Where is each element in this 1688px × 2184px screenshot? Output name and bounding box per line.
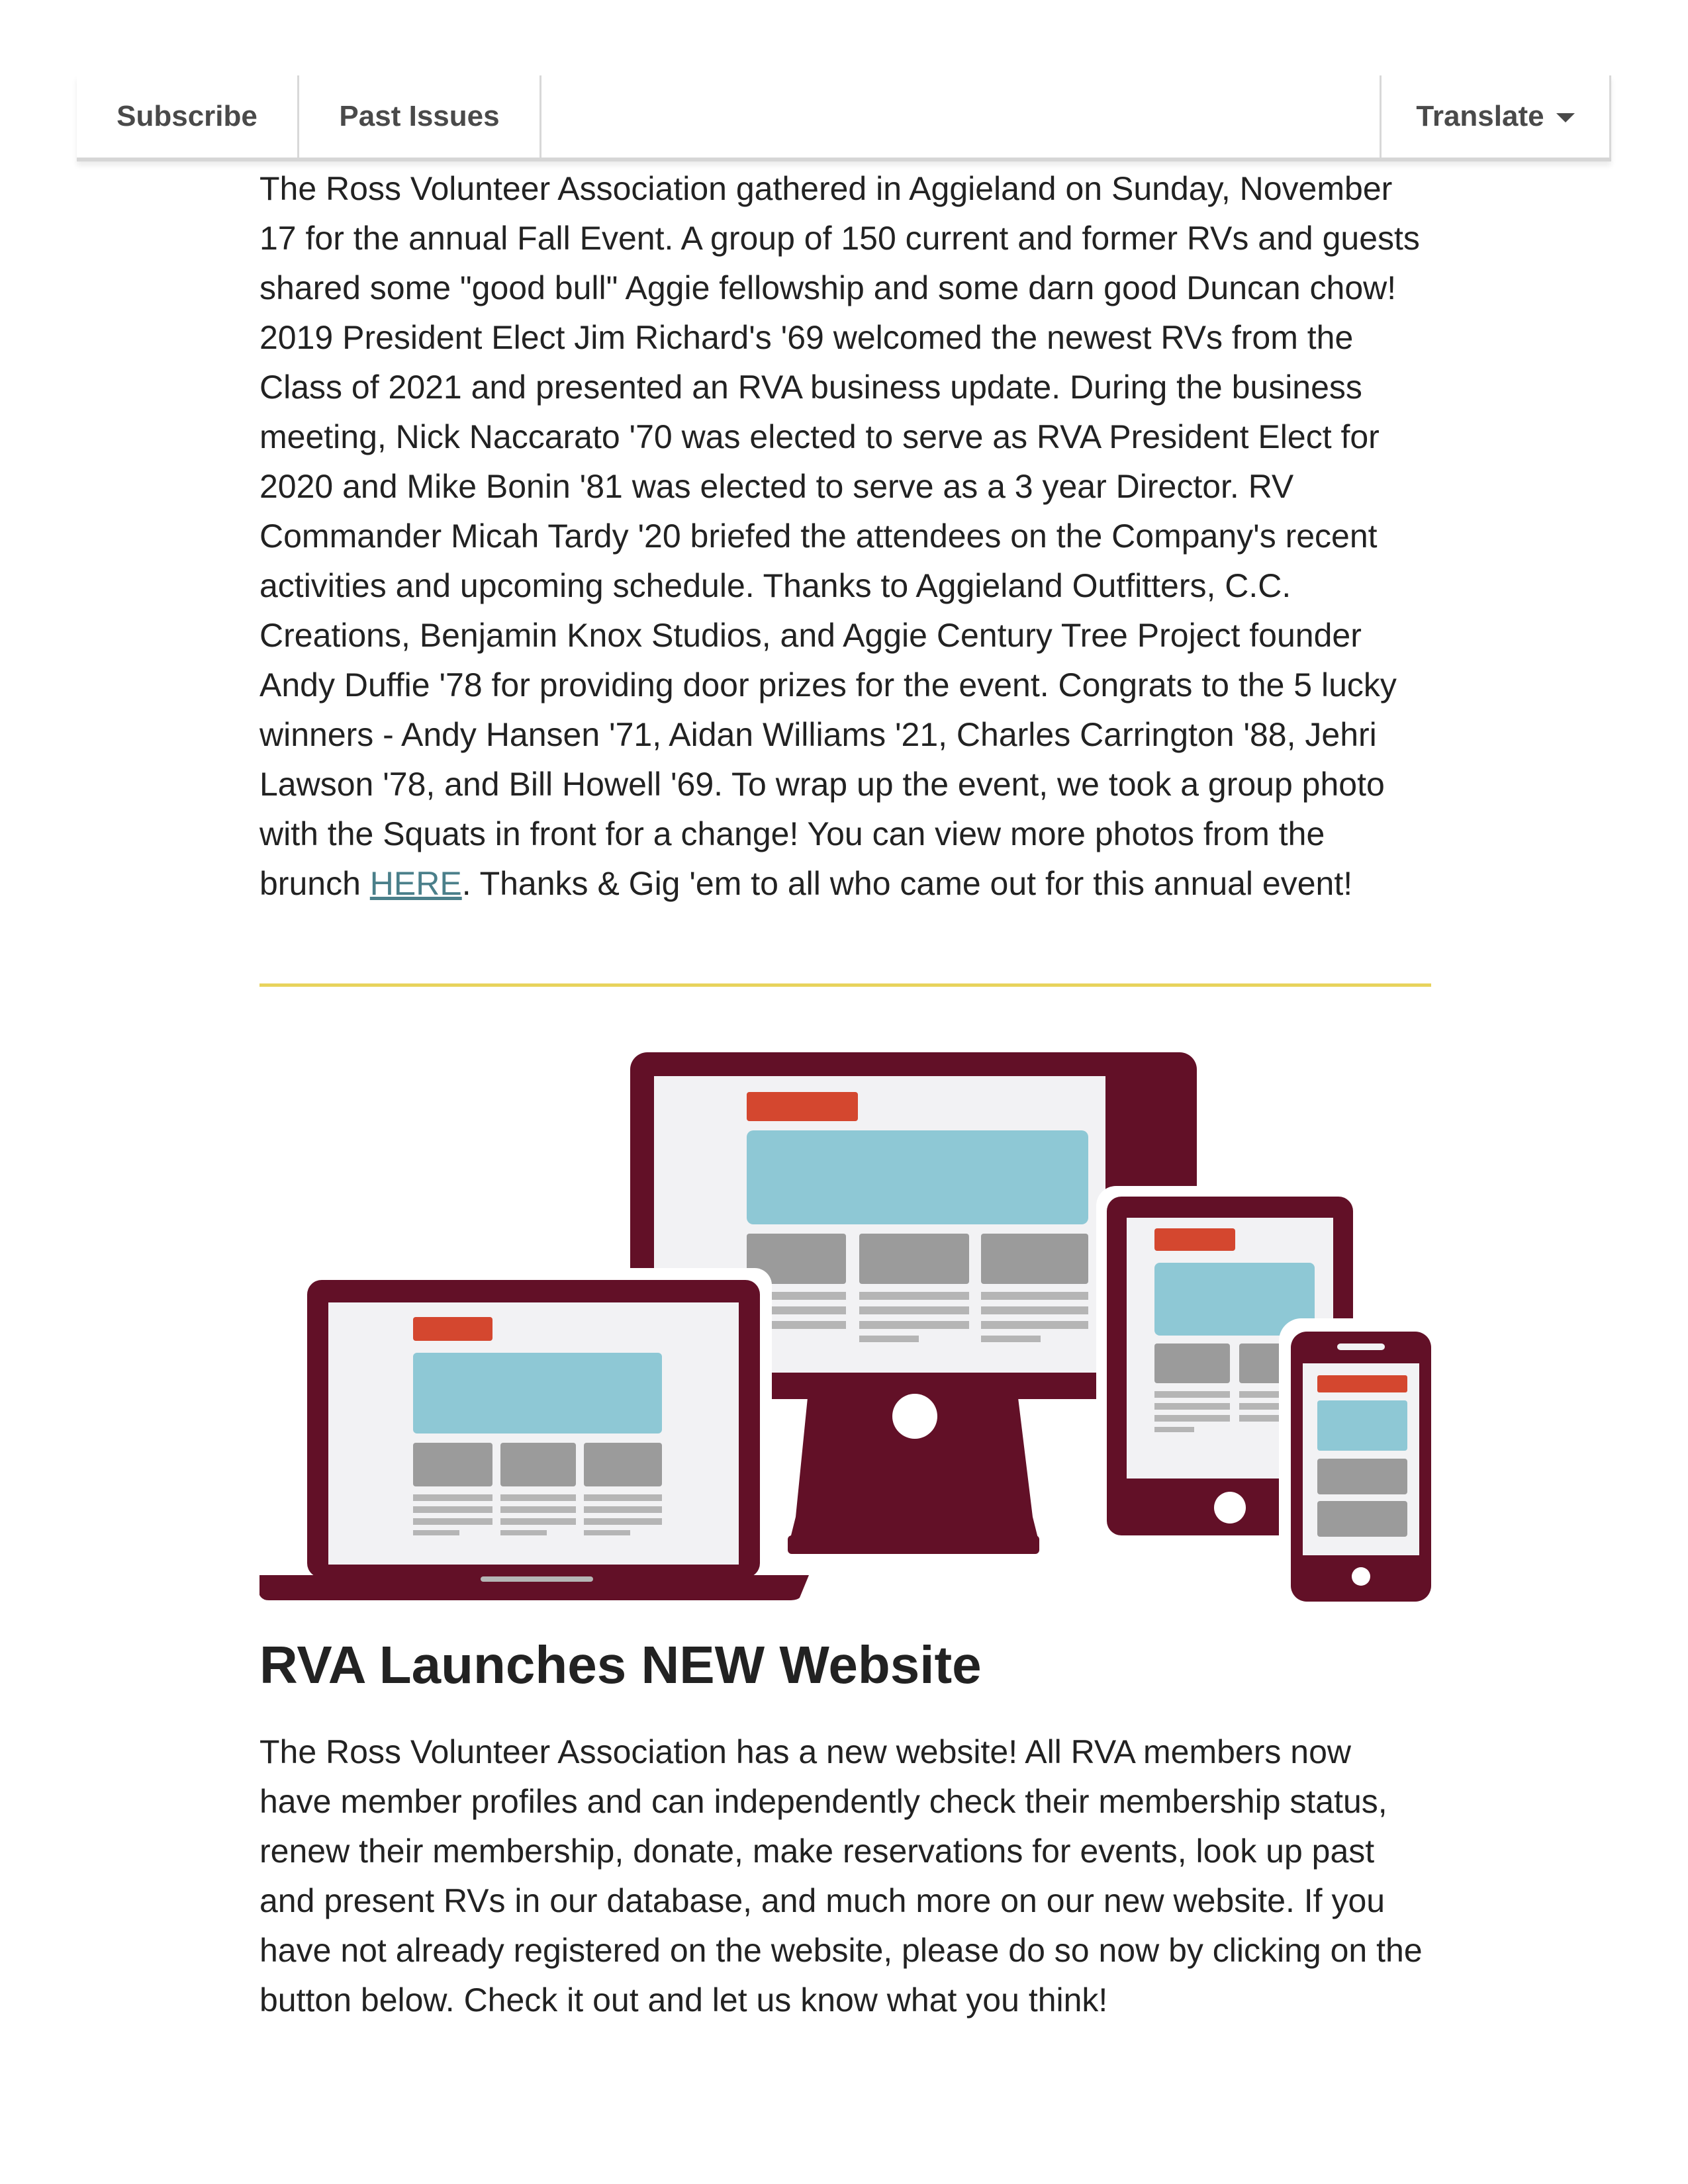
top-nav-bar — [77, 75, 1611, 161]
past-issues-button[interactable] — [299, 75, 541, 158]
phone-icon — [1279, 1318, 1431, 1604]
fall-event-text-end: . Thanks & Gig 'em to all who came out for this annual event! — [461, 865, 1353, 902]
translate-label: Translate — [1416, 100, 1544, 132]
website-headline: RVA Launches NEW Website — [259, 1635, 982, 1694]
website-section — [259, 1727, 1431, 2025]
subscribe-label: Subscribe — [117, 100, 258, 132]
translate-dropdown[interactable] — [1380, 75, 1611, 158]
laptop-icon — [259, 1268, 809, 1600]
fall-event-section — [259, 164, 1431, 909]
subscribe-button[interactable] — [77, 75, 299, 158]
photos-here-link[interactable]: HERE — [369, 865, 462, 902]
responsive-devices-illustration — [259, 1040, 1431, 1604]
website-paragraph: The Ross Volunteer Association has a new website! All RVA members now have member profiles and can independently check their membership status, renew their membership, donate, make reservations for events, look up past and present RVs in our database, and much more on our new website. If you have not already registered on the website, please do so now by clicking on the button below. Check it out and let us know what you think! — [259, 1733, 1423, 2019]
section-divider — [259, 983, 1431, 987]
fall-event-text: The Ross Volunteer Association gathered in Aggieland on Sunday, November 17 for the annual Fall Event. A group of 150 current and former RVs and guests shared some "good bull" Aggie fellowship and some darn good Duncan chow! 2019 President Elect Jim Richard's '69 welcomed the newest RVs from the Class of 2021 and presented an RVA business update. During the business meeting, Nick Naccarato '70 was elected to serve as RVA President Elect for 2020 and Mike Bonin '81 was elected to serve as a 3 year Director. RV Commander Micah Tardy '20 briefed the attendees on the Company's recent activities and upcoming schedule. Thanks to Aggieland Outfitters, C.C. Creations, Benjamin Knox Studios, and Aggie Century Tree Project founder Andy Duffie '78 for providing door prizes for the event. Congrats to the 5 lucky winners - Andy Hansen '71, Aidan Williams '21, Charles Carrington '88, Jehri Lawson '78, and Bill Howell '69. To wrap up the event, we took a group photo with the Squats in front for a change! You can view more photos from the brunch — [259, 170, 1420, 902]
past-issues-label: Past Issues — [339, 100, 500, 132]
caret-down-icon — [1556, 113, 1575, 122]
fall-event-paragraph — [259, 164, 1431, 909]
